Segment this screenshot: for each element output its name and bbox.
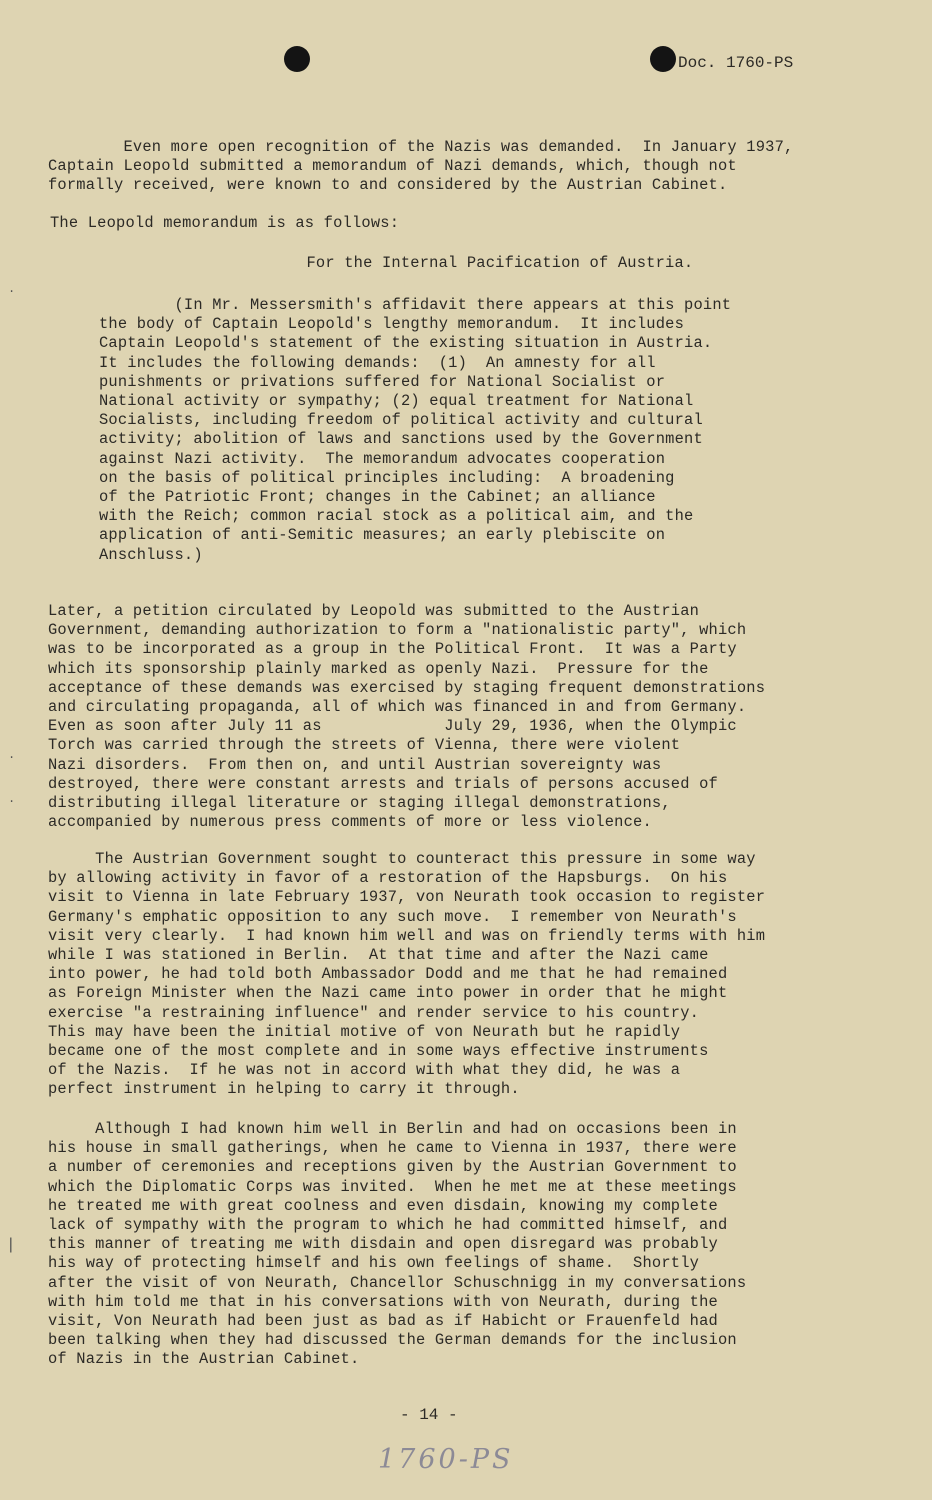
- text-line: this manner of treating me with disdain and open disregard was probably: [48, 1235, 718, 1254]
- text-line: his way of protecting himself and his own feelings of shame. Shortly: [48, 1254, 700, 1273]
- text-line: as Foreign Minister when the Nazi came into power in order that he might: [48, 984, 728, 1003]
- margin-mark: .: [8, 748, 16, 762]
- punch-hole-right: [650, 46, 676, 72]
- text-line: been talking when they had discussed the German demands for the inclusion: [48, 1331, 737, 1350]
- text-line: Anschluss.): [99, 545, 203, 564]
- text-line: by allowing activity in favor of a restoration of the Hapsburgs. On his: [48, 869, 728, 888]
- text-line: on the basis of political principles including: A broadening: [99, 468, 675, 487]
- text-line: The Leopold memorandum is as follows:: [50, 214, 400, 232]
- text-line: a number of ceremonies and receptions given by the Austrian Government to: [48, 1158, 737, 1177]
- text-line: (In Mr. Messersmith's affidavit there appears at this point: [99, 296, 732, 314]
- punch-hole-left: [284, 46, 310, 72]
- margin-mark: .: [8, 792, 16, 806]
- text-line: Captain Leopold's statement of the existing situation in Austria.: [99, 334, 713, 353]
- text-line: his house in small gatherings, when he came to Vienna in 1937, there were: [48, 1139, 737, 1158]
- text-line: after the visit of von Neurath, Chancellor Schuschnigg in my conversations: [48, 1273, 747, 1292]
- text-line: of the Patriotic Front; changes in the Cabinet; an alliance: [99, 488, 656, 506]
- margin-mark: |: [6, 1236, 16, 1254]
- text-line: visit very clearly. I had known him well and was on friendly terms with him: [48, 926, 766, 945]
- text-line: Germany's emphatic opposition to any such move. I remember von Neurath's: [48, 907, 737, 926]
- document-number: Doc. 1760-PS: [678, 54, 794, 72]
- text-line: Even as soon after July 11 as July 29, 1936, when the Olympic: [48, 717, 737, 736]
- text-line: formally received, were known to and considered by the Austrian Cabinet.: [48, 176, 728, 195]
- text-line: Although I had known him well in Berlin and had on occasions been in: [48, 1120, 737, 1138]
- text-line: with him told me that in his conversations with von Neurath, during the: [48, 1292, 718, 1311]
- text-line: which its sponsorship plainly marked as openly Nazi. Pressure for the: [48, 659, 709, 678]
- text-line: Nazi disorders. From then on, and until Austrian sovereignty was: [48, 755, 662, 774]
- text-line: while I was stationed in Berlin. At that time and after the Nazi came: [48, 946, 709, 964]
- text-line: was to be incorporated as a group in the Political Front. It was a Party: [48, 640, 737, 659]
- text-line: visit to Vienna in late February 1937, von Neurath took occasion to register: [48, 888, 766, 907]
- text-line: Later, a petition circulated by Leopold was submitted to the Austrian: [48, 602, 700, 620]
- text-line: and circulating propaganda, all of which was financed in and from Germany.: [48, 698, 747, 716]
- text-line: The Austrian Government sought to counteract this pressure in some way: [48, 850, 756, 868]
- text-line: against Nazi activity. The memorandum advocates cooperation: [99, 449, 666, 468]
- text-line: distributing illegal literature or staging illegal demonstrations,: [48, 794, 671, 812]
- text-line: punishments or privations suffered for National Socialist or: [99, 372, 666, 391]
- text-line: of the Nazis. If he was not in accord with what they did, he was a: [48, 1061, 681, 1080]
- text-line: exercise "a restraining influence" and render service to his country.: [48, 1003, 700, 1022]
- text-line: into power, he had told both Ambassador Dodd and me that he had remained: [48, 965, 728, 984]
- page-number: - 14 -: [400, 1406, 458, 1424]
- text-line: which the Diplomatic Corps was invited. When he met me at these meetings: [48, 1177, 737, 1196]
- text-line: Even more open recognition of the Nazis was demanded. In January 1937,: [48, 138, 794, 156]
- text-line: Torch was carried through the streets of Vienna, there were violent: [48, 736, 681, 755]
- text-line: with the Reich; common racial stock as a political aim, and the: [99, 507, 694, 526]
- text-line: Government, demanding authorization to form a "nationalistic party", which: [48, 621, 747, 640]
- text-line: activity; abolition of laws and sanctions used by the Government: [99, 430, 703, 449]
- text-line: application of anti-Semitic measures; an early plebiscite on: [99, 526, 666, 545]
- text-line: For the Internal Pacification of Austria.: [80, 254, 694, 272]
- text-line: This may have been the initial motive of von Neurath but he rapidly: [48, 1022, 681, 1041]
- text-line: perfect instrument in helping to carry it through.: [48, 1080, 520, 1099]
- text-line: became one of the most complete and in some ways effective instruments: [48, 1042, 709, 1060]
- text-line: visit, Von Neurath had been just as bad as if Habicht or Frauenfeld had: [48, 1312, 718, 1330]
- text-line: Captain Leopold submitted a memorandum of Nazi demands, which, though not: [48, 157, 737, 176]
- text-line: he treated me with great coolness and even disdain, knowing my complete: [48, 1196, 718, 1215]
- text-line: the body of Captain Leopold's lengthy memorandum. It includes: [99, 315, 685, 334]
- text-line: lack of sympathy with the program to which he had committed himself, and: [48, 1216, 728, 1234]
- text-line: National activity or sympathy; (2) equal treatment for National: [99, 392, 694, 410]
- text-line: of Nazis in the Austrian Cabinet.: [48, 1350, 360, 1369]
- text-line: accompanied by numerous press comments of more or less violence.: [48, 813, 652, 832]
- text-line: destroyed, there were constant arrests and trials of persons accused of: [48, 774, 718, 793]
- text-line: Socialists, including freedom of political activity and cultural: [99, 411, 703, 430]
- margin-mark: .: [8, 282, 16, 296]
- handwritten-note: 1760-PS: [378, 1444, 514, 1475]
- text-line: It includes the following demands: (1) An amnesty for all: [99, 353, 656, 372]
- text-line: acceptance of these demands was exercised by staging frequent demonstrations: [48, 678, 766, 697]
